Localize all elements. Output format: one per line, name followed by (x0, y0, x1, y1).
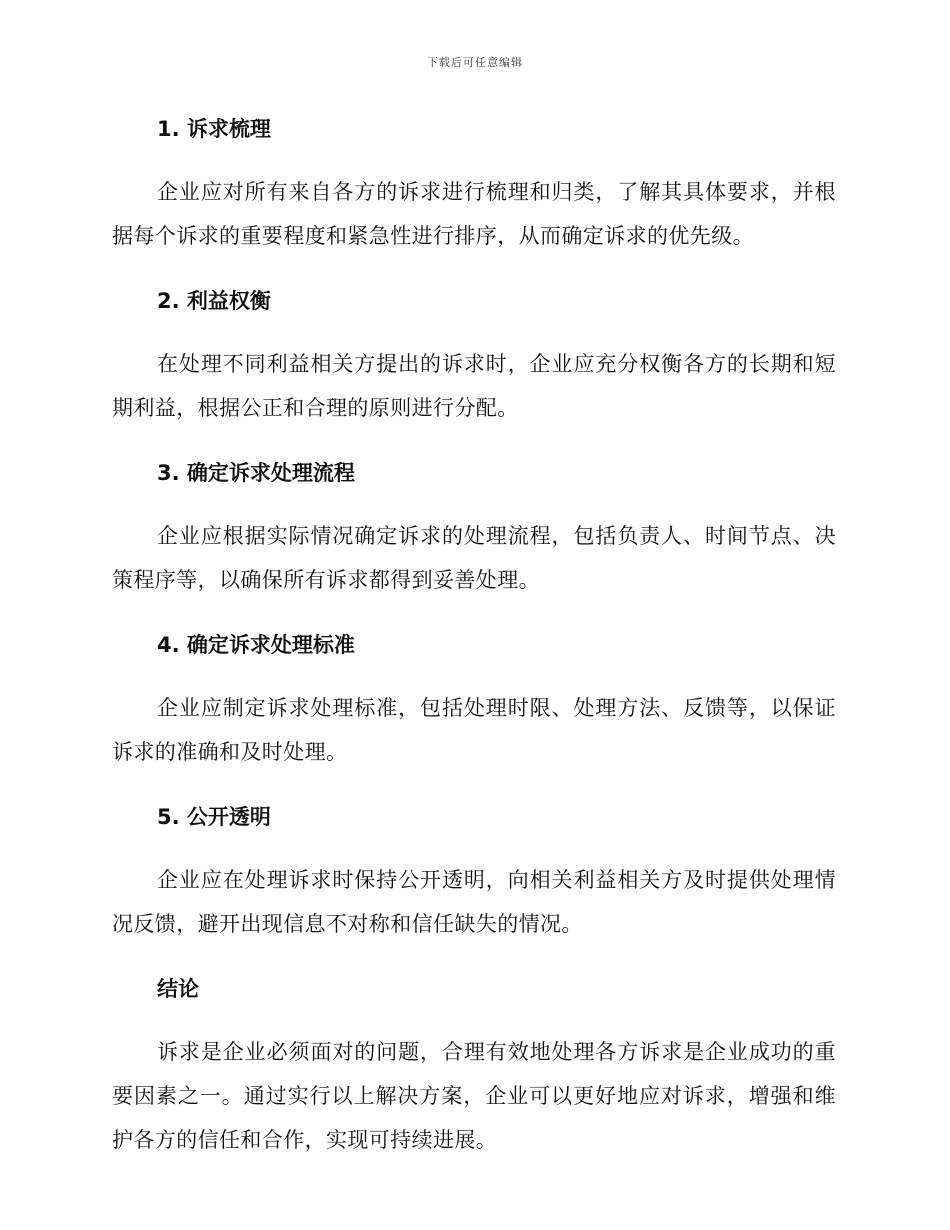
section-body-1: 企业应对所有来自各方的诉求进行梳理和归类，了解其具体要求，并根据每个诉求的重要程度和紧急性进行排序，从而确定诉求的优先级。 (112, 180, 836, 248)
section-heading-2: 2. 利益权衡 (157, 289, 271, 313)
section-heading-1: 1. 诉求梳理 (157, 117, 271, 141)
section-body-3: 企业应根据实际情况确定诉求的处理流程，包括负责人、时间节点、决策程序等，以确保所有诉求都得到妥善处理。 (112, 524, 836, 592)
document-body (112, 112, 836, 1162)
section-body-4: 企业应制定诉求处理标准，包括处理时限、处理方法、反馈等，以保证诉求的准确和及时处理。 (112, 696, 836, 764)
section-heading-5: 5. 公开透明 (157, 805, 271, 829)
conclusion-body: 诉求是企业必须面对的问题，合理有效地处理各方诉求是企业成功的重要因素之一。通过实行以上解决方案，企业可以更好地应对诉求，增强和维护各方的信任和合作，实现可持续进展。 (112, 1040, 836, 1152)
section-body-2: 在处理不同利益相关方提出的诉求时，企业应充分权衡各方的长期和短期利益，根据公正和合理的原则进行分配。 (112, 352, 836, 420)
section-heading-4: 4. 确定诉求处理标准 (157, 633, 355, 657)
header-note: 下载后可任意编辑 (427, 56, 523, 69)
section-body-5: 企业应在处理诉求时保持公开透明，向相关利益相关方及时提供处理情况反馈，避开出现信息不对称和信任缺失的情况。 (112, 868, 836, 936)
section-heading-3: 3. 确定诉求处理流程 (157, 461, 355, 485)
conclusion-heading: 结论 (157, 977, 199, 1001)
